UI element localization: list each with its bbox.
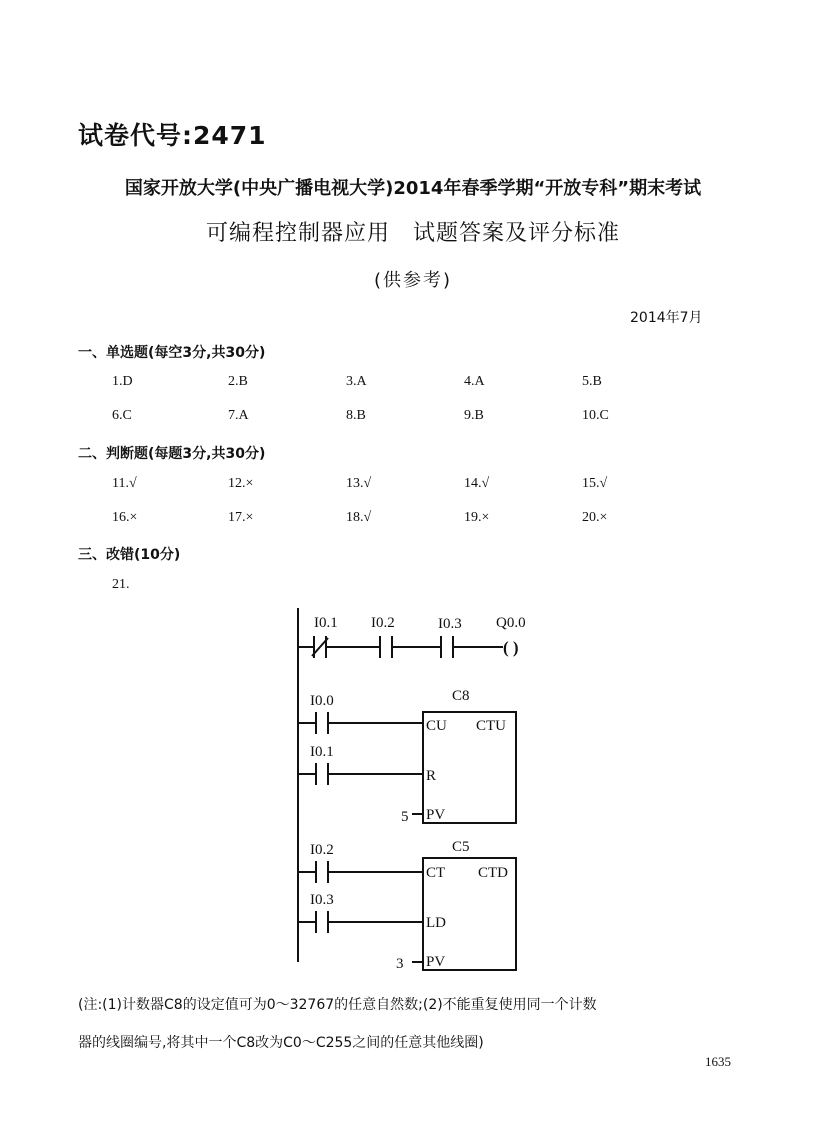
pin-label: PV [426, 954, 446, 970]
answer-item: 9.B [464, 408, 484, 423]
answer-item: 8.B [346, 408, 366, 423]
answer-item: 13.√ [346, 476, 372, 491]
contact-label: I0.1 [310, 744, 334, 760]
section-single-choice-title: 一、单选题(每空3分,共30分) [78, 345, 266, 361]
counter-type: CTU [476, 718, 506, 734]
answer-item: 20.× [582, 510, 608, 525]
contact-label: I0.0 [310, 693, 334, 709]
answer-item: 7.A [228, 408, 249, 423]
counter-type: CTD [478, 865, 508, 881]
answer-item: 3.A [346, 374, 367, 389]
answer-item: 17.× [228, 510, 254, 525]
ladder-diagram [0, 600, 826, 980]
preset-value: 3 [396, 956, 404, 972]
subject-title: 可编程控制器应用 试题答案及评分标准 [205, 221, 620, 246]
exam-date: 2014年7月 [630, 310, 703, 326]
school-exam-line: 国家开放大学(中央广播电视大学)2014年春季学期“开放专科”期末考试 [124, 178, 702, 199]
coil-label: Q0.0 [496, 615, 526, 631]
reference-note: (供参考) [373, 270, 453, 291]
answer-item: 10.C [582, 408, 609, 423]
page-number: 1635 [705, 1054, 731, 1069]
pin-label: CT [426, 865, 446, 881]
pin-label: LD [426, 915, 446, 931]
answer-item: 6.C [112, 408, 132, 423]
answer-item: 14.√ [464, 476, 490, 491]
answer-item: 11.√ [112, 476, 137, 491]
answer-item: 15.√ [582, 476, 608, 491]
answer-item: 2.B [228, 374, 248, 389]
answer-item: 4.A [464, 374, 485, 389]
answer-item: 19.× [464, 510, 490, 525]
counter-name: C8 [452, 688, 470, 704]
question-number: 21. [112, 577, 130, 592]
answer-item: 5.B [582, 374, 602, 389]
pin-label: CU [426, 718, 447, 734]
contact-label: I0.1 [314, 615, 338, 631]
answer-item: 12.× [228, 476, 254, 491]
pin-label: R [426, 768, 437, 784]
answer-item: 18.√ [346, 510, 372, 525]
paper-code: 试卷代号:2471 [78, 121, 267, 150]
contact-label: I0.3 [438, 616, 462, 632]
answer-item: 1.D [112, 374, 133, 389]
pin-label: PV [426, 807, 446, 823]
note-line-1: (注:(1)计数器C8的设定值可为0～32767的任意自然数;(2)不能重复使用同一个计数 [78, 997, 597, 1013]
contact-label: I0.2 [371, 615, 395, 631]
counter-name: C5 [452, 839, 470, 855]
contact-label: I0.2 [310, 842, 334, 858]
output-coil: ( ) [503, 638, 519, 657]
section-true-false-title: 二、判断题(每题3分,共30分) [78, 446, 266, 462]
section-correction-title: 三、改错(10分) [78, 547, 181, 563]
note-line-2: 器的线圈编号,将其中一个C8改为C0～C255之间的任意其他线圈) [78, 1035, 484, 1051]
preset-value: 5 [401, 809, 409, 825]
answer-item: 16.× [112, 510, 138, 525]
contact-label: I0.3 [310, 892, 334, 908]
